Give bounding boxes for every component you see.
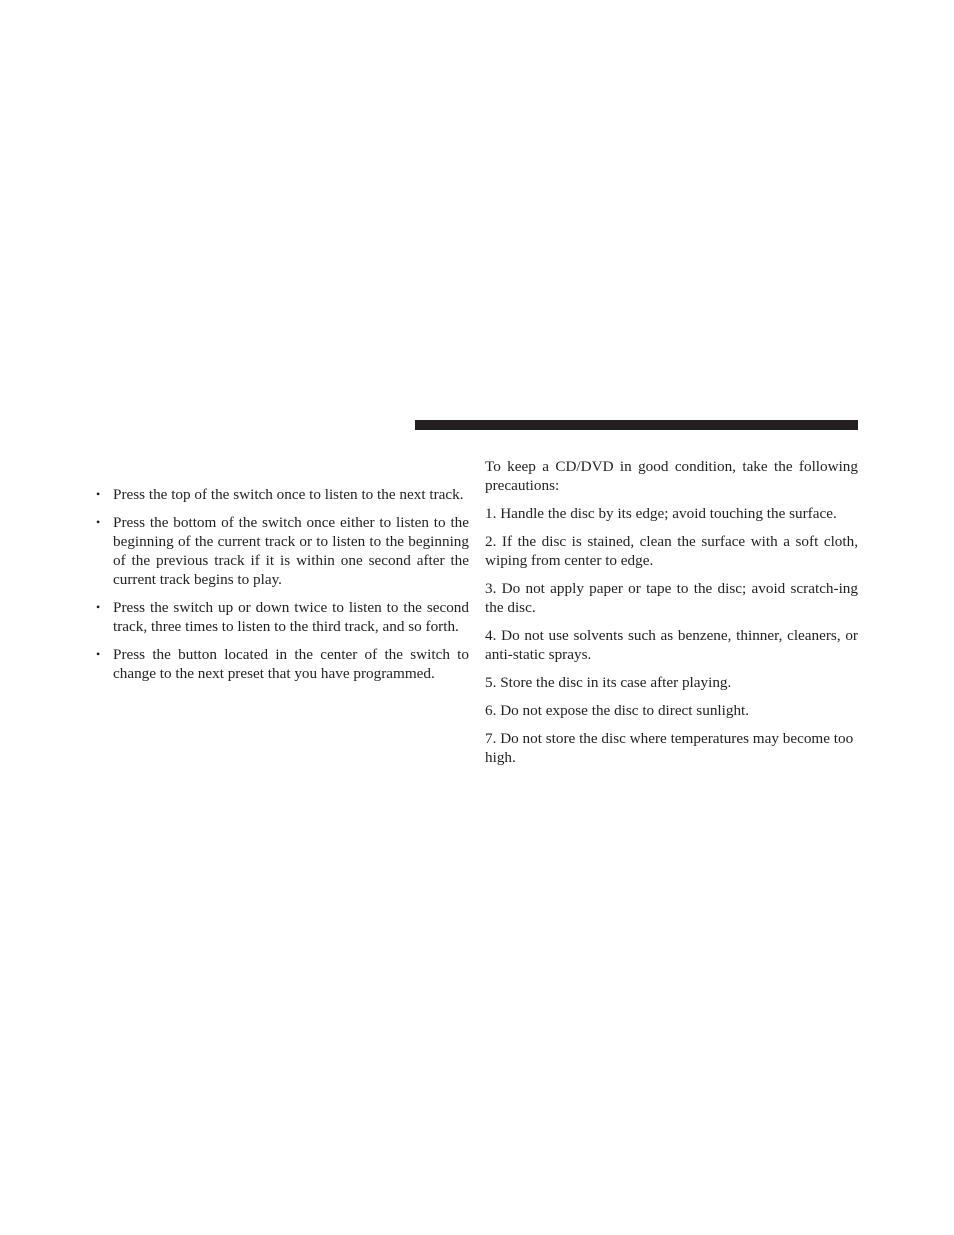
list-item-text: Press the top of the switch once to listen to the next track. [113,486,464,503]
list-item [96,513,469,589]
list-item-text: Press the bottom of the switch once either to listen to the beginning of the current track or to listen to the beginning of the previous track if it is within one second after the current track begins to play. [113,514,469,588]
bullet-icon: • [96,487,101,501]
disc-care-section [485,457,858,776]
bullet-icon: • [96,515,101,529]
bullet-icon: • [96,647,101,661]
list-item-text: Press the switch up or down twice to listen to the second track, three times to listen to the third track, and so forth. [113,599,469,635]
disc-care-step: 7. Do not store the disc where temperatures may become too high. [485,730,854,766]
list-item [96,485,469,504]
disc-care-step: 1. Handle the disc by its edge; avoid touching the surface. [485,505,837,522]
disc-care-step: 6. Do not expose the disc to direct sunlight. [485,702,750,719]
section-header-bar [415,420,858,430]
disc-care-step: 3. Do not apply paper or tape to the disc; avoid scratch-ing the disc. [485,580,858,616]
list-item-text: Press the button located in the center of the switch to change to the next preset that you have programmed. [113,646,469,682]
disc-care-step: 2. If the disc is stained, clean the surface with a soft cloth, wiping from center to edge. [485,533,858,569]
disc-care-intro: To keep a CD/DVD in good condition, take the following precautions: [485,458,858,494]
bullet-icon: • [96,600,101,614]
list-item [96,598,469,636]
disc-care-step: 4. Do not use solvents such as benzene, thinner, cleaners, or anti-static sprays. [485,627,858,663]
list-item [96,645,469,683]
disc-care-step: 5. Store the disc in its case after playing. [485,674,732,691]
switch-instructions-list [96,485,469,692]
